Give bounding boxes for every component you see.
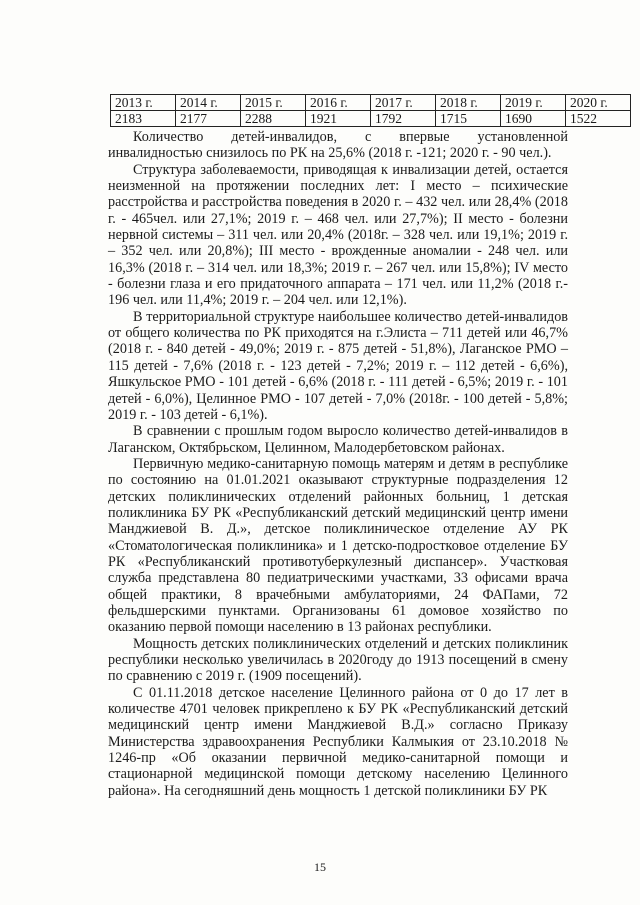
paragraph-morbidity-structure: Структура заболеваемости, приводящая к инвализации детей, остается неизменной на протяжении последних лет: I место – психические расстройства и расстройства поведения в 2020 г. – 432 чел. или 28,4% (2018 г. - 465чел. или 27,1%; 2019 г. – 468 чел. или 27,7%); II место - болезни нервной системы – 311 чел. или 20,4% (2018г. – 328 чел. или 19,1%; 2019 г. – 352 чел. или 20,8%); III место - врожденные аномалии - 248 чел. или 16,3% (2018 г. – 314 чел. или 18,3%; 2019 г. – 267 чел. или 15,8%); IV место - болезни глаза и его придаточного аппарата – 171 чел. или 11,2% (2018 г.- 196 чел. или 11,4%; 2019 г. – 204 чел. или 12,1%). <box>108 161 568 309</box>
table-cell-year: 2015 г. <box>241 95 306 111</box>
table-row-values <box>111 111 631 127</box>
paragraph-primary-care: Первичную медико-санитарную помощь матерям и детям в республике по состоянию на 01.01.2021 оказывают структурные подразделения 12 детских поликлинических отделений районных больниц, 1 детская поликлиника БУ РК «Республиканский детский медицинский центр имени Манджиевой В. Д.», детское поликлиническое отделение АУ РК «Стоматологическая поликлиника» и 1 детско-подростковое отделение БУ РК «Республиканский противотуберкулезный диспансер». Участковая служба представлена 80 педиатрическими участками, 33 офисами врача общей практики, 8 врачебными амбулаториями, 24 ФАПами, 72 фельдшерскими пунктами. Организованы 61 домовое хозяйство по оказанию первой помощи населению в 13 районах республики. <box>108 455 568 636</box>
document-body <box>108 129 568 799</box>
table-cell-value: 2177 <box>176 111 241 127</box>
disabled-children-by-year-table <box>110 94 631 127</box>
paragraph-tselinny-district: С 01.11.2018 детское население Целинного района от 0 до 17 лет в количестве 4701 человек прикреплено к БУ РК «Республиканский детский медицинский центр имени Манджиевой В.Д.» согласно Приказу Министерства здравоохранения Республики Калмыкия от 23.10.2018 № 1246-пр «Об оказании первичной медико-санитарной помощи и стационарной медицинской помощи детскому населению Целинного района». На сегодняшний день мощность 1 детской поликлиники БУ РК <box>108 684 568 799</box>
table-cell-year: 2017 г. <box>371 95 436 111</box>
paragraph-comparison: В сравнении с прошлым годом выросло количество детей-инвалидов в Лаганском, Октябрьском, Целинном, Малодербетовском районах. <box>108 423 568 456</box>
table-cell-value: 2183 <box>111 111 176 127</box>
table-cell-year: 2020 г. <box>566 95 631 111</box>
table-cell-year: 2014 г. <box>176 95 241 111</box>
table-cell-value: 1715 <box>436 111 501 127</box>
paragraph-territorial-structure: В территориальной структуре наибольшее количество детей-инвалидов от общего количества по РК приходятся на г.Элиста – 711 детей или 46,7% (2018 г. - 840 детей - 49,0%; 2019 г. - 875 детей - 51,8%), Лаганское РМО – 115 детей - 7,6% (2018 г. - 123 детей - 7,2%; 2019 г. – 112 детей - 6,6%), Яшкульское РМО - 101 детей - 6,6% (2018 г. - 111 детей - 6,5%; 2019 г. - 101 детей - 6,0%), Целинное РМО - 107 детей - 7,0% (2018г. - 100 детей - 5,8%; 2019 г. - 103 детей - 6,1%). <box>108 308 568 423</box>
table-cell-value: 1522 <box>566 111 631 127</box>
table-cell-year: 2016 г. <box>306 95 371 111</box>
table-cell-value: 2288 <box>241 111 306 127</box>
page-number: 15 <box>314 860 326 874</box>
table-cell-year: 2018 г. <box>436 95 501 111</box>
table-cell-value: 1792 <box>371 111 436 127</box>
table-row-years <box>111 95 631 111</box>
paragraph-clinic-capacity: Мощность детских поликлинических отделений и детских поликлиник республики несколько увеличилась в 2020году до 1913 посещений в смену по сравнению с 2019 г. (1909 посещений). <box>108 635 568 685</box>
table-cell-year: 2013 г. <box>111 95 176 111</box>
table-cell-value: 1690 <box>501 111 566 127</box>
table-cell-year: 2019 г. <box>501 95 566 111</box>
table-cell-value: 1921 <box>306 111 371 127</box>
paragraph-new-disability-count: Количество детей-инвалидов, с впервые установленной инвалидностью снизилось по РК на 25,6% (2018 г. -121; 2020 г. - 90 чел.). <box>108 129 568 162</box>
